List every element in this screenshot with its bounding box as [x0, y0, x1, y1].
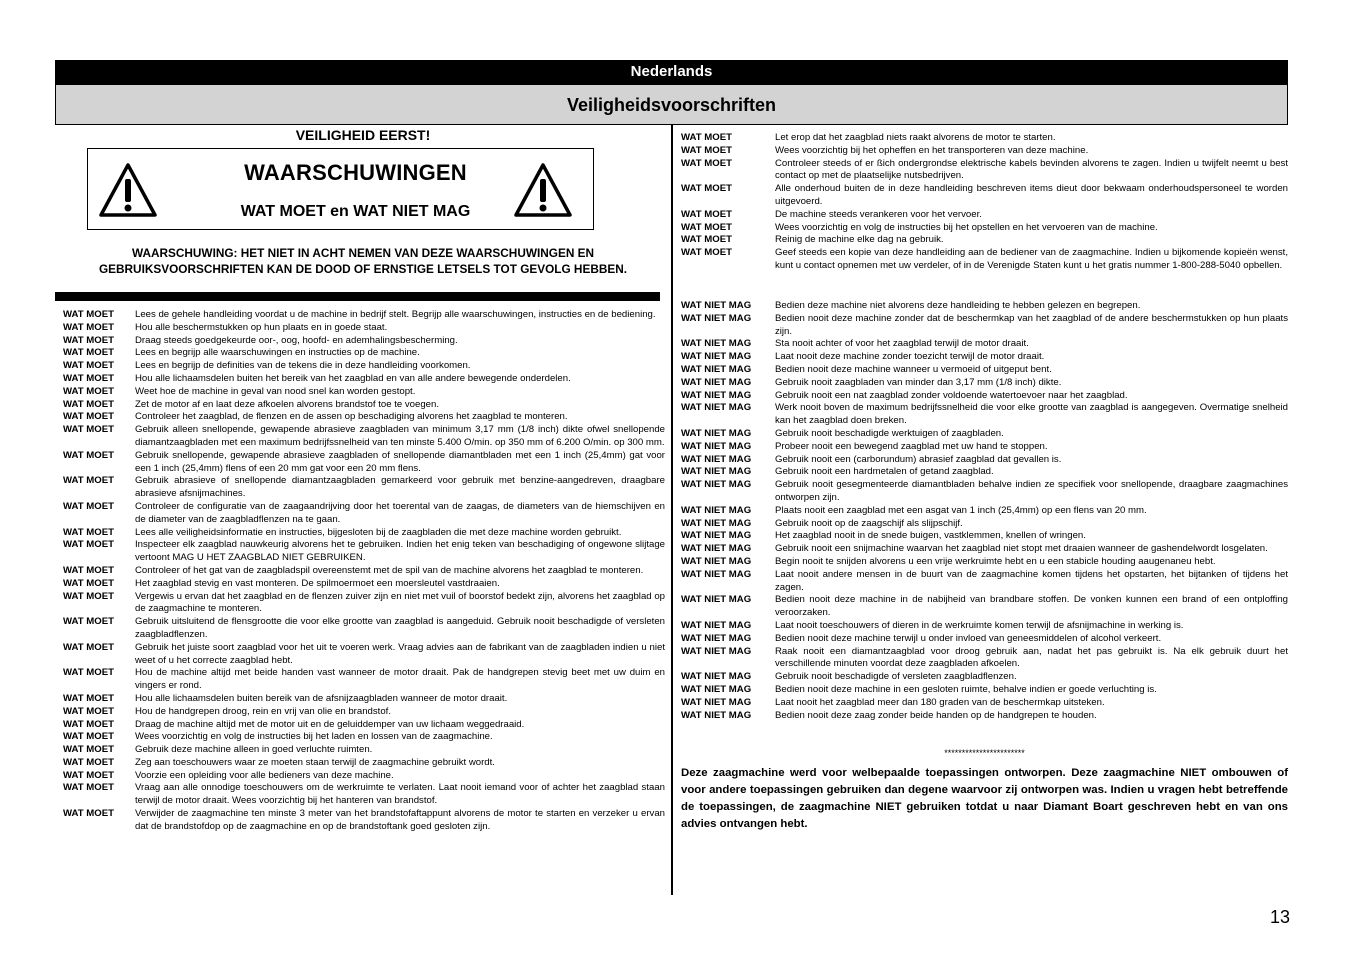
section-divider	[55, 292, 660, 301]
rule-label: WAT MOET	[681, 144, 732, 156]
rule-row	[681, 684, 1288, 697]
rule-text: Bedien nooit deze zaag zonder beide handen op de handgrepen te houden.	[775, 709, 1097, 721]
rule-label: WAT NIET MAG	[681, 453, 752, 465]
rule-row	[63, 731, 665, 744]
rule-label: WAT NIET MAG	[681, 427, 752, 439]
rule-text: Gebruik abrasieve of snellopende diamantzaagbladen gemarkeerd voor gebruik met benzine-aangedreven, draagbare abrasieve afsnijmachines.	[135, 475, 665, 500]
rule-row	[63, 770, 665, 783]
separator-stars: ***********************	[944, 748, 1025, 758]
rule-text: Bedien nooit deze machine in een gesloten ruimte, behalve indien er goede verluchting is.	[775, 683, 1157, 695]
right-mag-list	[681, 300, 1288, 722]
rule-text: Reinig de machine elke dag na gebruik.	[775, 234, 944, 246]
rule-label: WAT MOET	[63, 539, 114, 551]
rule-text: De machine steeds verankeren voor het vervoer.	[775, 208, 982, 220]
rule-label: WAT MOET	[63, 667, 114, 679]
rule-row	[681, 209, 1288, 222]
rule-text: Probeer nooit een bewegend zaagblad met uw hand te stoppen.	[775, 440, 1048, 452]
language-header: Nederlands	[55, 60, 1288, 84]
rule-row	[681, 364, 1288, 377]
rule-text: Begin nooit te snijden alvorens u een vrije werkruimte hebt en u een stabicle houding aaugenaneu hebt.	[775, 555, 1216, 567]
rule-row	[63, 347, 665, 360]
rule-text: Hou de handgrepen droog, rein en vrij van olie en brandstof.	[135, 705, 392, 717]
safety-first-heading: VEILIGHEID EERST!	[295, 127, 431, 143]
rule-label: WAT NIET MAG	[681, 440, 752, 452]
rule-label: WAT MOET	[681, 247, 732, 259]
rule-text: Laat nooit deze machine zonder toezicht terwijl de motor draait.	[775, 351, 1045, 363]
rule-row	[63, 501, 665, 527]
rule-row	[681, 300, 1288, 313]
rule-text: Vergewis u ervan dat het zaagblad en de flenzen zuiver zijn en niet met vuil of boorstof bedekt zijn, alvorens het zaagblad op de zaagmachine te monteren.	[135, 590, 665, 615]
rule-text: Laat nooit het zaagblad meer dan 180 graden van de beschermkap uitsteken.	[775, 696, 1105, 708]
rule-text: Inspecteer elk zaagblad nauwkeurig alvorens het te gebruiken. Indien het enig teken van beschadiging of ongewone slijtage vertoont MAG U HET ZAAGBLAD NIET GEBRUIKEN.	[135, 539, 665, 564]
rule-label: WAT NIET MAG	[681, 300, 752, 311]
rule-label: WAT NIET MAG	[681, 363, 752, 375]
rule-label: WAT MOET	[63, 564, 114, 576]
rule-row	[63, 578, 665, 591]
rule-label: WAT NIET MAG	[681, 645, 752, 657]
rule-row	[681, 428, 1288, 441]
rule-text: Draag steeds goedgekeurde oor-, oog, hoofd- en ademhalingsbescherming.	[135, 334, 458, 346]
rule-label: WAT NIET MAG	[681, 619, 752, 631]
rule-label: WAT NIET MAG	[681, 466, 752, 478]
rule-row	[63, 450, 665, 476]
rule-text: Let erop dat het zaagblad niets raakt alvorens de motor te starten.	[775, 132, 1056, 143]
rule-text: Gebruik nooit een hardmetalen of getand zaagblad.	[775, 466, 994, 478]
rule-text: Vraag aan alle onnodige toeschouwers om de werkruimte te verlaten. Laat nooit iemand voor of achter het zaagblad staan terwijl de motor draait. Wees voorzichtig bij het hanteren van brandstof.	[135, 782, 665, 807]
rule-row	[63, 744, 665, 757]
rule-label: WAT MOET	[63, 500, 114, 512]
rule-row	[63, 757, 665, 770]
rule-label: WAT MOET	[63, 360, 114, 372]
rule-row	[63, 642, 665, 668]
rule-row	[681, 569, 1288, 595]
rule-label: WAT MOET	[63, 475, 114, 487]
rule-row	[681, 710, 1288, 723]
rule-row	[63, 360, 665, 373]
rule-text: Controleer de configuratie van de zaagaandrijving door het toerental van de zaagas, de diameters van de hiemschijven en de diameter van de zaagbladflenzen na te gaan.	[135, 500, 665, 525]
rule-label: WAT NIET MAG	[681, 351, 752, 363]
rule-text: Controleer of het gat van de zaagbladspil overeenstemt met de spil van de machine alvorens het zaagblad te monteren.	[135, 564, 644, 576]
rule-label: WAT MOET	[63, 334, 114, 346]
rule-row	[681, 351, 1288, 364]
rule-text: Lees en begrijp de definities van de tekens die in deze handleiding voorkomen.	[135, 360, 471, 372]
rule-text: Plaats nooit een zaagblad met een asgat van 1 inch (25,4mm) op een flens van 20 mm.	[775, 504, 1147, 516]
rule-label: WAT MOET	[63, 808, 114, 820]
page-number: 13	[1269, 907, 1290, 927]
rule-label: WAT MOET	[63, 347, 114, 359]
rule-text: Draag de machine altijd met de motor uit en de geluiddemper van uw lichaam weggedraaid.	[135, 718, 525, 730]
rule-text: Wees voorzichtig en volg de instructies bij het laden en lossen van de zaagmachine.	[135, 731, 493, 743]
rule-row	[63, 616, 665, 642]
rule-row	[681, 505, 1288, 518]
rule-text: Bedien nooit deze machine terwijl u onder invloed van geneesmiddelen of alcohol verkeert.	[775, 632, 1162, 644]
rule-row	[681, 646, 1288, 672]
rule-row	[63, 399, 665, 412]
rule-label: WAT MOET	[63, 321, 114, 333]
rule-row	[63, 591, 665, 617]
caution-text	[55, 245, 671, 277]
rule-label: WAT MOET	[63, 692, 114, 704]
rule-text: Wees voorzichtig bij het opheffen en het transporteren van deze machine.	[775, 144, 1089, 156]
rule-row	[681, 697, 1288, 710]
rule-label: WAT NIET MAG	[681, 479, 752, 491]
rule-row	[681, 390, 1288, 403]
rule-text: Bedien nooit deze machine wanneer u vermoeid of uitgeput bent.	[775, 363, 1052, 375]
rule-text: Verwijder de zaagmachine ten minste 3 meter van het brandstofaftappunt alvorens de motor te starten en verzeker u ervan dat de brandstofdop op de zaagmachine en op de brandstoftank goed gesloten zijn.	[135, 808, 665, 832]
rule-row	[681, 338, 1288, 351]
rule-row	[681, 145, 1288, 158]
rule-row	[681, 556, 1288, 569]
rule-text: Hou de machine altijd met beide handen vast wanneer de motor draait. Pak de handgrepen stevig beet met uw duim en vingers er rond.	[135, 667, 665, 692]
rule-text: Hou alle beschermstukken op hun plaats en in goede staat.	[135, 321, 388, 333]
rule-label: WAT NIET MAG	[681, 312, 752, 324]
rule-text: Zet de motor af en laat deze afkoelen alvorens brandstof toe te voegen.	[135, 398, 439, 410]
rule-label: WAT NIET MAG	[681, 517, 752, 529]
rule-label: WAT MOET	[63, 526, 114, 538]
rule-label: WAT MOET	[63, 744, 114, 756]
rule-row	[681, 377, 1288, 390]
rule-text: Gebruik nooit zaagbladen van minder dan 3,17 mm (1/8 inch) dikte.	[775, 376, 1062, 388]
warning-triangle-icon	[513, 162, 573, 218]
rule-label: WAT NIET MAG	[681, 402, 752, 414]
rule-row	[681, 132, 1288, 145]
rule-row	[63, 693, 665, 706]
rule-text: Gebruik nooit gesegmenteerde diamantbladen behalve indien ze specifiek voor snellopende, draagbare zaagmachines ontworpen zijn.	[775, 479, 1288, 503]
rule-label: WAT NIET MAG	[681, 389, 752, 401]
rule-text: Alle onderhoud buiten de in deze handleiding beschreven items dieut door bekwaam onderhoudspersoneel te worden uitgevoerd.	[775, 183, 1288, 207]
rule-text: Gebruik nooit beschadigde werktuigen of zaagbladen.	[775, 427, 1004, 439]
rule-row	[681, 454, 1288, 467]
left-column	[55, 125, 671, 895]
rule-label: WAT MOET	[681, 132, 732, 143]
rule-text: Hou alle lichaamsdelen buiten bereik van de afsnijzaagbladen wanneer de motor draait.	[135, 692, 508, 704]
rule-text: Gebruik nooit beschadigde of versleten zaagbladflenzen.	[775, 671, 1017, 683]
rule-label: WAT NIET MAG	[681, 555, 752, 567]
rule-text: Bedien nooit deze machine zonder dat de beschermkap van het zaagblad of de andere beschermstukken op hun plaats zijn.	[775, 312, 1288, 337]
rule-row	[681, 234, 1288, 247]
rule-label: WAT MOET	[63, 718, 114, 730]
warning-subtitle: WAT MOET en WAT NIET MAG	[240, 203, 471, 220]
rule-label: WAT MOET	[63, 411, 114, 423]
rule-row	[681, 479, 1288, 505]
rule-text: Weet hoe de machine in geval van nood snel kan worden gestopt.	[135, 385, 416, 397]
rule-text: Geef steeds een kopie van deze handleiding aan de bediener van de zaagmachine. Indien u bijkomende kopieën wenst, kunt u contact opnemen met uw verdeler, of in de Verenigde Staten kunt u het gratis nummer 1-800-288-5040 opbellen.	[775, 247, 1288, 271]
rule-label: WAT MOET	[681, 221, 732, 233]
rule-row	[681, 183, 1288, 209]
rule-text: Gebruik snellopende, gewapende abrasieve zaagbladen of snellopende diamantbladen met een 1 inch (25,4mm) gat voor een 1 inch (25,4mm) flens of een 20 mm gat voor een 20 mm flens.	[135, 449, 665, 474]
rule-label: WAT NIET MAG	[681, 683, 752, 695]
rule-row	[681, 518, 1288, 531]
rule-text: Lees de gehele handleiding voordat u de machine in bedrijf stelt. Begrijp alle waarschuwingen, instructies en de bediening.	[135, 309, 656, 320]
rule-text: Wees voorzichtig en volg de instructies bij het opstellen en het vervoeren van de machine.	[775, 221, 1158, 233]
warning-title: WAARSCHUWINGEN	[244, 160, 467, 185]
caution-line: WAARSCHUWING: HET NIET IN ACHT NEMEN VAN DEZE WAARSCHUWINGEN EN	[131, 246, 595, 260]
rule-text: Laat nooit toeschouwers of dieren in de werkruimte komen terwijl de afsnijmachine in werking is.	[775, 619, 1184, 631]
rule-text: Voorzie een opleiding voor alle bedieners van deze machine.	[135, 769, 394, 781]
rule-text: Bedien nooit deze machine in de nabijheid van brandbare stoffen. De vonken kunnen een brand of een ontploffing veroorzaken.	[775, 594, 1288, 619]
rule-label: WAT MOET	[63, 398, 114, 410]
page-title: Veiligheidsvoorschriften	[55, 84, 1288, 125]
rule-text: Zeg aan toeschouwers waar ze moeten staan terwijl de zaagmachine gebruikt wordt.	[135, 756, 495, 768]
left-rules-list	[63, 309, 665, 834]
rule-text: Gebruik nooit op de zaagschijf als slijpschijf.	[775, 517, 963, 529]
rule-label: WAT MOET	[63, 309, 114, 320]
rule-row	[63, 475, 665, 501]
column-divider	[671, 125, 673, 895]
rule-row	[681, 671, 1288, 684]
rule-row	[63, 527, 665, 540]
rule-row	[681, 313, 1288, 339]
rule-label: WAT NIET MAG	[681, 504, 752, 516]
rule-row	[63, 706, 665, 719]
rule-text: Gebruik deze machine alleen in goed verluchte ruimten.	[135, 744, 373, 756]
rule-label: WAT MOET	[63, 769, 114, 781]
rule-row	[63, 565, 665, 578]
rule-text: Raak nooit een diamantzaagblad voor droog gebruik aan, nadat het pas gebruikt is. Na elk gebruik duurt het verschillende minuten voordat deze zaagbladen afkoelen.	[775, 645, 1288, 670]
rule-label: WAT NIET MAG	[681, 632, 752, 644]
caution-line: GEBRUIKSVOORSCHRIFTEN KAN DE DOOD OF ERNSTIGE LETSELS TOT GEVOLG HEBBEN.	[98, 262, 628, 276]
rule-row	[681, 441, 1288, 454]
rule-label: WAT NIET MAG	[681, 696, 752, 708]
rule-row	[63, 309, 665, 322]
rule-label: WAT NIET MAG	[681, 530, 752, 542]
rule-label: WAT MOET	[681, 208, 732, 220]
rule-row	[681, 247, 1288, 273]
rule-text: Gebruik nooit een snijmachine waarvan het zaagblad niet stopt met draaien wanneer de gashendelwordt losgelaten.	[775, 543, 1268, 555]
rule-label: WAT MOET	[63, 590, 114, 602]
rule-row	[681, 633, 1288, 646]
rule-label: WAT MOET	[681, 183, 732, 195]
rule-row	[63, 373, 665, 386]
rule-label: WAT MOET	[681, 234, 732, 246]
rule-text: Controleer het zaagblad, de flenzen en de assen op beschadiging alvorens het zaagblad te monteren.	[135, 411, 568, 423]
closing-paragraph: Deze zaagmachine werd voor welbepaalde toepassingen ontworpen. Deze zaagmachine NIET ombouwen of voor andere toepassingen gebruiken dan degene waarvoor zij ontworpen was. Indien u vragen hebt betreffende de toepassingen, de zaagmachine NIET gebruiken totdat u naar Diamant Boart geschreven hebt en van ons advies ontvangen hebt.	[681, 767, 1288, 830]
rule-label: WAT MOET	[63, 577, 114, 589]
rule-row	[681, 594, 1288, 620]
rule-row	[681, 222, 1288, 235]
rule-text: Werk nooit boven de maximum bedrijfssnelheid die voor elke grootte van zaagblad is aangegeven. Overmatige snelheid kan het zaagblad doen breken.	[775, 402, 1288, 427]
rule-label: WAT MOET	[63, 705, 114, 717]
rule-row	[63, 335, 665, 348]
rule-text: Gebruik uitsluitend de flensgrootte die voor elke grootte van zaagblad is aangeduid. Gebruik nooit beschadigde of versleten zaagbladflenzen.	[135, 616, 665, 640]
rule-text: Bedien deze machine niet alvorens deze handleiding te hebben gelezen en begrepen.	[775, 300, 1141, 311]
rule-row	[63, 782, 665, 808]
rule-text: Controleer steeds of er ßich ondergrondse elektrische kabels bevinden alvorens te zagen. Indien u twijfelt neemt u best contact op met de plaatselijke nutsbedrijven.	[775, 157, 1288, 182]
rule-text: Lees en begrijp alle waarschuwingen en instructies op de machine.	[135, 347, 420, 359]
rule-row	[681, 620, 1288, 633]
rule-text: Gebruik nooit een nat zaagblad zonder voldoende watertoevoer naar het zaagblad.	[775, 389, 1128, 401]
rule-label: WAT NIET MAG	[681, 671, 752, 683]
rule-text: Laat nooit andere mensen in de buurt van de zaagmachine komen tijdens het opstarten, het bijtanken of tijdens het zagen.	[775, 568, 1288, 593]
warning-box	[87, 148, 594, 230]
rule-label: WAT MOET	[63, 641, 114, 653]
rule-text: Hou alle lichaamsdelen buiten het bereik van het zaagblad en van alle andere bewegende onderdelen.	[135, 372, 571, 384]
rule-text: Het zaagblad nooit in de snede buigen, vastklemmen, knellen of wringen.	[775, 530, 1086, 542]
rule-text: Gebruik het juiste soort zaagblad voor het uit te voeren werk. Vraag advies aan de fabrikant van de zaagbladen indien u niet weet of u het correcte zaagblad hebt.	[135, 641, 665, 666]
rule-label: WAT NIET MAG	[681, 568, 752, 580]
rule-row	[63, 322, 665, 335]
rule-row	[681, 158, 1288, 184]
rule-label: WAT MOET	[63, 731, 114, 743]
rule-text: Gebruik alleen snellopende, gewapende abrasieve zaagbladen van minimum 3,17 mm (1/8 inch) dikte ofwel snellopende diamantzaagbladen met een maximum bedrijfssnelheid van ten minste 5.400 O/min. op 350 mm of 6.200 O/min. op 300 mm.	[135, 424, 665, 448]
rule-label: WAT NIET MAG	[681, 709, 752, 721]
rule-label: WAT NIET MAG	[681, 376, 752, 388]
rule-text: Sta nooit achter of voor het zaagblad terwijl de motor draait.	[775, 338, 1029, 350]
rule-label: WAT MOET	[63, 385, 114, 397]
rule-row	[63, 808, 665, 834]
rule-row	[681, 543, 1288, 556]
rule-row	[63, 667, 665, 693]
rule-label: WAT MOET	[63, 616, 114, 628]
rule-row	[63, 539, 665, 565]
rule-text: Lees alle veiligheidsinformatie en instructies, bijgesloten bij de zaagbladen die met deze machine worden gebruikt.	[135, 526, 622, 538]
rule-label: WAT MOET	[63, 782, 114, 794]
rule-row	[681, 466, 1288, 479]
rule-label: WAT MOET	[63, 424, 114, 436]
rule-text: Gebruik nooit een (carborundum) abrasief zaagblad dat gevallen is.	[775, 453, 1062, 465]
rule-label: WAT MOET	[63, 756, 114, 768]
rule-label: WAT NIET MAG	[681, 543, 752, 555]
rule-label: WAT NIET MAG	[681, 594, 752, 606]
rule-row	[63, 411, 665, 424]
rule-row	[63, 386, 665, 399]
rule-label: WAT MOET	[681, 157, 732, 169]
rule-row	[681, 402, 1288, 428]
rule-text: Het zaagblad stevig en vast monteren. De spilmoermoet een moersleutel vastdraaien.	[135, 577, 500, 589]
rule-row	[63, 424, 665, 450]
rule-label: WAT MOET	[63, 449, 114, 461]
rule-label: WAT NIET MAG	[681, 338, 752, 350]
right-moet-list	[681, 132, 1288, 273]
rule-row	[681, 530, 1288, 543]
rule-row	[63, 719, 665, 732]
rule-label: WAT MOET	[63, 372, 114, 384]
